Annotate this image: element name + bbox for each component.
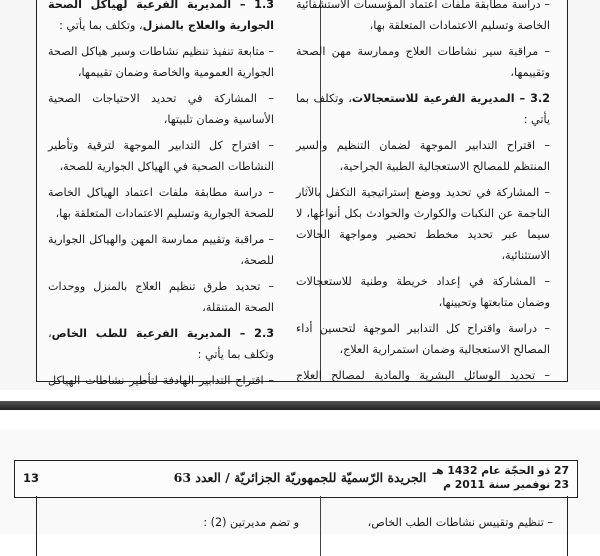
- heading-tail: ، وتكلف بما يأتي :: [296, 92, 550, 126]
- left-column: [48, 0, 274, 412]
- right-column: [296, 0, 550, 407]
- paragraph: – المشاركة في إعداد خريطة وطنية للاستعجالات وضمان متابعتها وتحيينها،: [296, 275, 550, 309]
- paragraph: – دراسة مطابقة ملفات اعتماد المؤسسات الاستشفائية الخاصة وتسليم الاعتمادات المتعلقة بها،: [296, 0, 550, 32]
- paragraph: – مراقبة وتقييم ممارسة المهن والهياكل الجوارية للصحة،: [48, 233, 274, 267]
- column-divider: [320, 496, 321, 556]
- page-bottom: [0, 430, 600, 534]
- paragraph: – دراسة واقتراح كل التدابير الموجهة لتحسين أداء المصالح الاستعجالية وضمان استمرارية العلاج،: [296, 322, 550, 356]
- bottom-right-line: – تنظيم وتقييس نشاطات الطب الخاص،: [367, 516, 553, 529]
- page-number: 13: [23, 471, 40, 485]
- paragraph: – اقتراح التدابير الهادفة لتأطير نشاطات الهياكل: [48, 374, 274, 387]
- paragraph: – اقتراح كل التدابير الموجهة لترقية وتأطير النشاطات الصحية في الهياكل الجوارية للصحة،: [48, 139, 274, 173]
- section-heading: [296, 88, 550, 130]
- section-heading: [48, 0, 274, 36]
- bottom-left-line: و تضم مديرتين (2) :: [203, 516, 299, 529]
- page-gap: [0, 390, 600, 430]
- heading-tail: ، وتكلف بما يأتي :: [48, 327, 274, 361]
- paragraph: – المشاركة في تحديد الاحتياجات الصحية الأساسية وضمان تلبيتها،: [48, 92, 274, 126]
- journal-header: [14, 460, 578, 498]
- paragraph: – تحديد طرق تنظيم العلاج بالمنزل ووحدات الصحة المتنقلة،: [48, 280, 274, 314]
- date-gregorian: 23 نوفمبر سنة 2011 م: [443, 478, 569, 491]
- paragraph: – اقتراح التدابير الموجهة لضمان التنظيم والسير المنتظم للمصالح الاستعجالية الطبية الجراحية،: [296, 139, 550, 173]
- paragraph: – مراقبة سير نشاطات العلاج وممارسة مهن الصحة وتقييمها،: [296, 45, 550, 79]
- heading-tail: ، وتكلف بما يأتي :: [59, 19, 143, 32]
- journal-title: الجريدة الرّسميّة للجمهوريّة الجزائريّة / العدد 63: [173, 470, 427, 485]
- section-heading: [48, 323, 274, 365]
- page-separator-bar: [0, 401, 600, 410]
- paragraph: – دراسة مطابقة ملفات اعتماد الهياكل الخاصة للصحة الجوارية وتسليم الاعتمادات المتعلقة بها،: [48, 186, 274, 220]
- date-hijri: 27 ذو الحجّة عام 1432 هـ: [432, 464, 569, 477]
- heading-title: – المديرية الفرعية لهياكل الصحة الجوارية والعلاج بالمنزل: [48, 0, 274, 32]
- heading-number: 2.3: [254, 327, 274, 340]
- paragraph: – المشاركة في تحديد ووضع إستراتيجية التكفل بالآثار الناجمة عن النكبات والكوارث والحوادث بكل أنواعها، لا سيما عبر تحديد مخطط تحضير ومواجهة الحالات الاستثنائية،: [296, 186, 550, 262]
- heading-number: 1.3: [254, 0, 274, 11]
- paragraph: – تحديد الوسائل البشرية والمادية لمصالح العلاج: [296, 369, 550, 382]
- bottom-text-frame: [36, 496, 568, 556]
- heading-number: 3.2: [530, 92, 550, 105]
- heading-title: – المديرية الفرعية للطب الخاص: [51, 327, 246, 340]
- issue-date: [432, 464, 569, 492]
- paragraph: – متابعة تنفيذ تنظيم نشاطات وسير هياكل الصحة الجوارية العمومية والخاصة وضمان تقييمها،: [48, 45, 274, 79]
- heading-title: – المديرية الفرعية للاستعجالات: [351, 92, 526, 105]
